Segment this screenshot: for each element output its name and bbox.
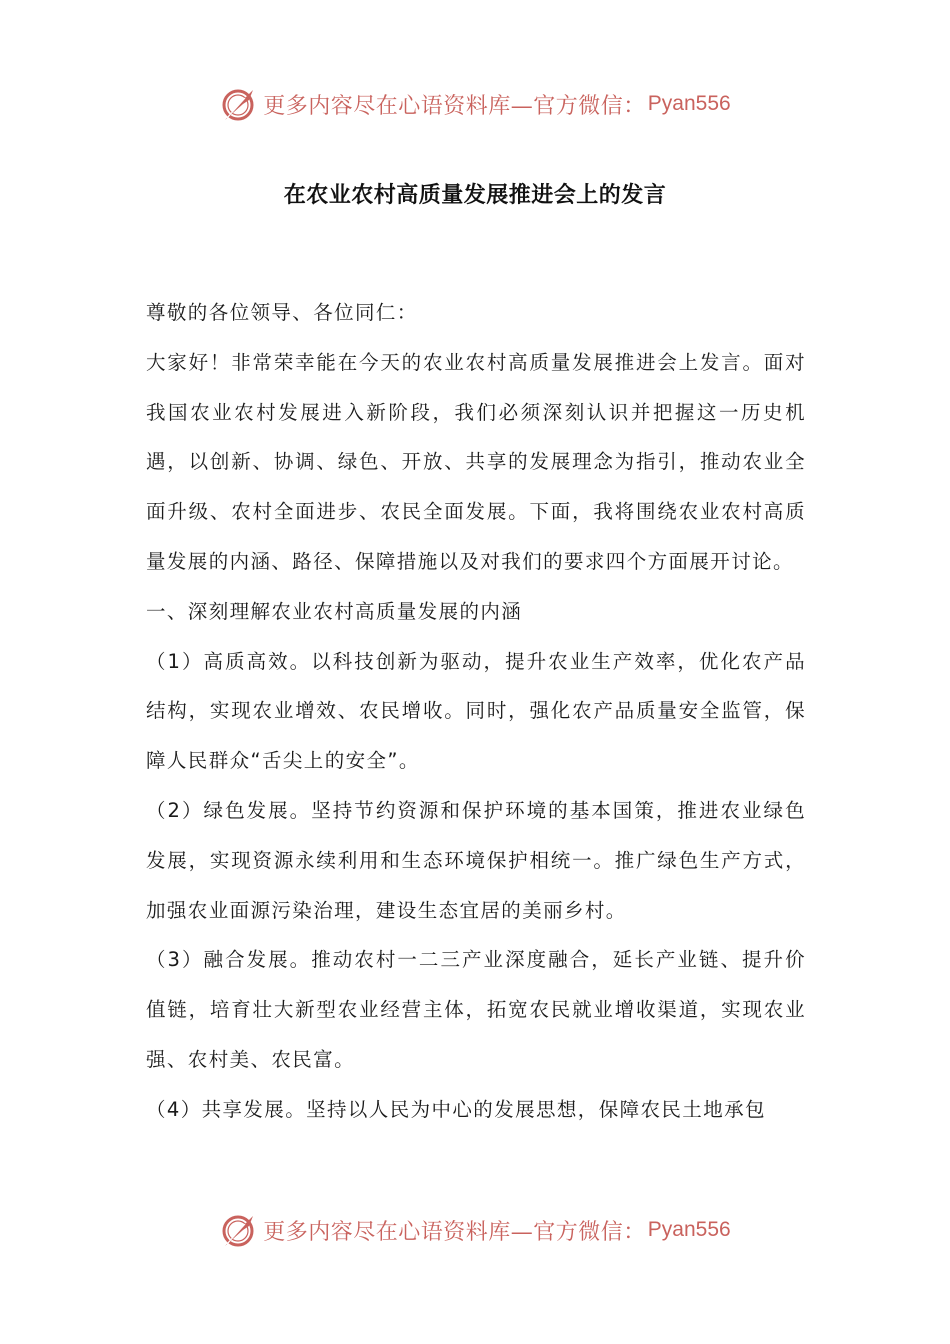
footer-watermark-banner [0,1208,950,1252]
salutation: 尊敬的各位领导、各位同仁： [146,301,418,324]
quill-pen-circle-icon [219,84,259,124]
document-title: 在农业农村高质量发展推进会上的发言 [283,183,667,208]
watermark-wechat-id: Pyan556 [647,1218,731,1241]
body-paragraph: （1）高质高效。以科技创新为驱动，提升农业生产效率，优化农产品结构，实现农业增效、农民增收。同时，强化农产品质量安全监管，保障人民群众“舌尖上的安全”。 [146,649,806,773]
intro-paragraph: 大家好！非常荣幸能在今天的农业农村高质量发展推进会上发言。面对我国农业农村发展进入新阶段，我们必须深刻认识并把握这一历史机遇，以创新、协调、绿色、开放、共享的发展理念为指引，推动农业全面升级、农村全面进步、农民全面发展。下面，我将围绕农业农村高质量发展的内涵、路径、保障措施以及对我们的要求四个方面展开讨论。 [146,350,806,573]
body-paragraph: （3）融合发展。推动农村一二三产业深度融合，延长产业链、提升价值链，培育壮大新型农业经营主体，拓宽农民就业增收渠道，实现农业强、农村美、农民富。 [146,948,806,1071]
section-heading: 一、深刻理解农业农村高质量发展的内涵 [146,599,523,623]
watermark-text: 更多内容尽在心语资料库—官方微信： [263,1219,646,1245]
quill-pen-circle-icon [219,1210,259,1250]
header-watermark-banner [0,82,950,126]
watermark-wechat-id: Pyan556 [647,92,731,115]
document-body [146,288,806,1135]
body-paragraph: （2）绿色发展。坚持节约资源和保护环境的基本国策，推进农业绿色发展，实现资源永续利用和生态环境保护相统一。推广绿色生产方式，加强农业面源污染治理，建设生态宜居的美丽乡村。 [146,798,806,922]
body-paragraph: （4）共享发展。坚持以人民为中心的发展思想，保障农民土地承包 [146,1097,766,1121]
watermark-text: 更多内容尽在心语资料库—官方微信： [263,93,646,119]
